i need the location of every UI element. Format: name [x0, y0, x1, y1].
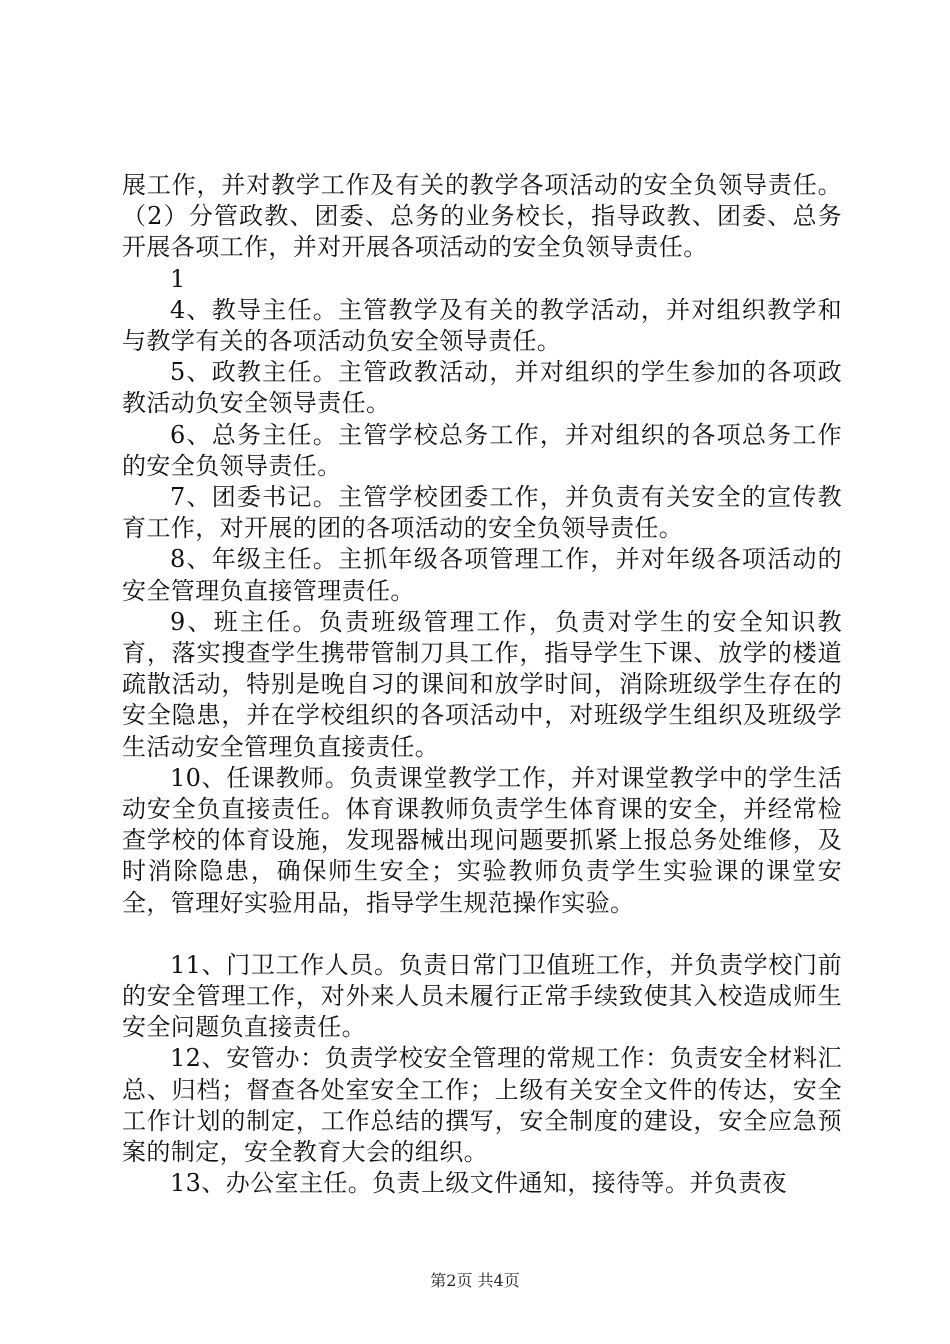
page-footer: 第2页 共4页 [430, 1271, 520, 1290]
paragraph-item-11: 11、门卫工作人员。负责日常门卫值班工作，并负责学校门前的安全管理工作，对外来人员未履行正常手续致使其入校造成师生安全问题负直接责任。 [122, 950, 842, 1042]
paragraph-marker: 1 [170, 264, 186, 293]
paragraph-item-6: 6、总务主任。主管学校总务工作，并对组织的各项总务工作的安全负领导责任。 [122, 420, 842, 480]
document-body [122, 170, 842, 1200]
paragraph-item-12: 12、安管办：负责学校安全管理的常规工作：负责安全材料汇总、归档；督查各处室安全工作；上级有关安全文件的传达，安全工作计划的制定，工作总结的撰写，安全制度的建设，安全应急预案的制定，安全教育大会的组织。 [122, 1044, 842, 1167]
paragraph-item-8: 8、年级主任。主抓年级各项管理工作，并对年级各项活动的安全管理负直接管理责任。 [122, 545, 842, 605]
paragraph-item-5: 5、政教主任。主管政教活动，并对组织的学生参加的各项政教活动负安全领导责任。 [122, 358, 842, 418]
paragraph-item-4: 4、教导主任。主管教学及有关的教学活动，并对组织教学和与教学有关的各项活动负安全领导责任。 [122, 295, 842, 356]
paragraph-continuation: 展工作，并对教学工作及有关的教学各项活动的安全负领导责任。（2）分管政教、团委、总务的业务校长，指导政教、团委、总务开展各项工作，并对开展各项活动的安全负领导责任。 [122, 171, 842, 262]
paragraph-item-9: 9、班主任。负责班级管理工作，负责对学生的安全知识教育，落实搜查学生携带管制刀具工作，指导学生下课、放学的楼道疏散活动，特别是晚自习的课间和放学时间，消除班级学生存在的安全隐患，并在学校组织的各项活动中，对班级学生组织及班级学生活动安全管理负直接责任。 [122, 607, 842, 761]
paragraph-item-7: 7、团委书记。主管学校团委工作，并负责有关安全的宣传教育工作，对开展的团的各项活动的安全负领导责任。 [122, 483, 842, 543]
paragraph-item-13: 13、办公室主任。负责上级文件通知，接待等。并负责夜 [170, 1169, 787, 1198]
paragraph-item-10: 10、任课教师。负责课堂教学工作，并对课堂教学中的学生活动安全负直接责任。体育课教师负责学生体育课的安全，并经常检查学校的体育设施，发现器械出现问题要抓紧上报总务处维修，及时消除隐患，确保师生安全；实验教师负责学生实验课的课堂安全，管理好实验用品，指导学生规范操作实验。 [122, 763, 842, 917]
